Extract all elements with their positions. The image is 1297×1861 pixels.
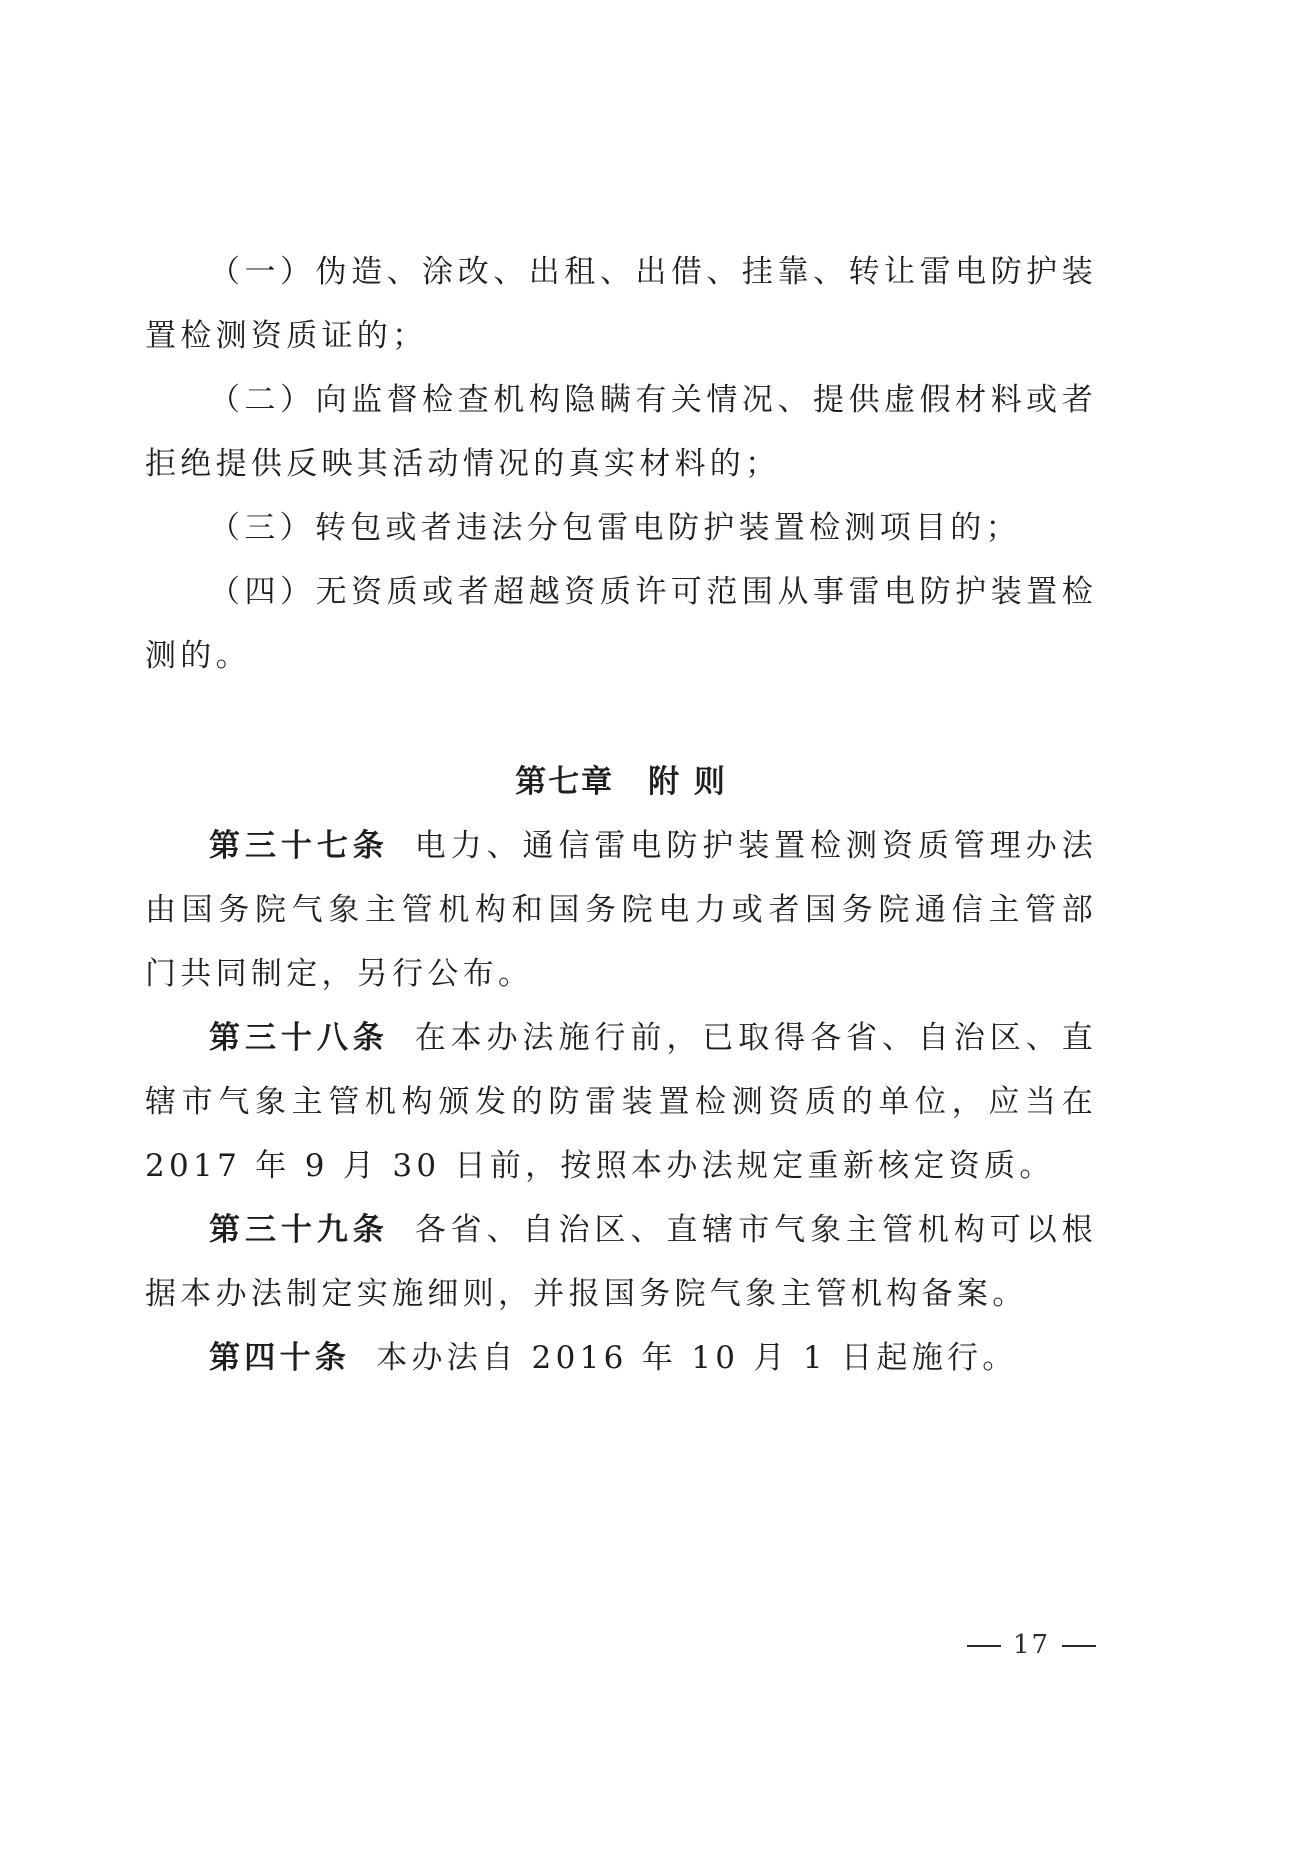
article-text: 在本办法施行前，已取得各省、自治区、直辖市气象主管机构颁发的防雷装置检测资质的单位，应当在 2017 年 9 月 30 日前，按照本办法规定重新核定资质。 xyxy=(145,1020,1097,1184)
article-paragraph xyxy=(145,1006,1097,1198)
chapter-name: 附 则 xyxy=(648,764,727,800)
article-text: 各省、自治区、直辖市气象主管机构可以根据本办法制定实施细则，并报国务院气象主管机构备案。 xyxy=(145,1212,1097,1312)
article-paragraph xyxy=(145,814,1097,1006)
page-number-value: 17 xyxy=(1013,1630,1051,1660)
page-number xyxy=(955,1630,1108,1660)
article-text: 本办法自 2016 年 10 月 1 日起施行。 xyxy=(376,1340,1018,1376)
chapter-number: 第七章 xyxy=(515,764,615,800)
list-item: （四）无资质或者超越资质许可范围从事雷电防护装置检测的。 xyxy=(145,574,1097,674)
list-item: （一）伪造、涂改、出租、出借、挂靠、转让雷电防护装置检测资质证的； xyxy=(145,254,1097,354)
dash-left xyxy=(967,1645,1001,1647)
article-paragraph xyxy=(145,1198,1097,1326)
article-text: 电力、通信雷电防护装置检测资质管理办法由国务院气象主管机构和国务院电力或者国务院通信主管部门共同制定，另行公布。 xyxy=(145,828,1097,992)
list-item: （二）向监督检查机构隐瞒有关情况、提供虚假材料或者拒绝提供反映其活动情况的真实材料的； xyxy=(145,382,1097,482)
article-label: 第三十八条 xyxy=(209,1020,389,1056)
page-content xyxy=(145,240,1097,1390)
article-label: 第四十条 xyxy=(209,1340,351,1376)
chapter-heading xyxy=(145,750,1097,814)
list-item: （三）转包或者违法分包雷电防护装置检测项目的； xyxy=(209,510,1021,546)
article-label: 第三十九条 xyxy=(209,1212,389,1248)
dash-right xyxy=(1062,1645,1096,1647)
article-label: 第三十七条 xyxy=(209,828,389,864)
article-paragraph xyxy=(145,1326,1097,1390)
